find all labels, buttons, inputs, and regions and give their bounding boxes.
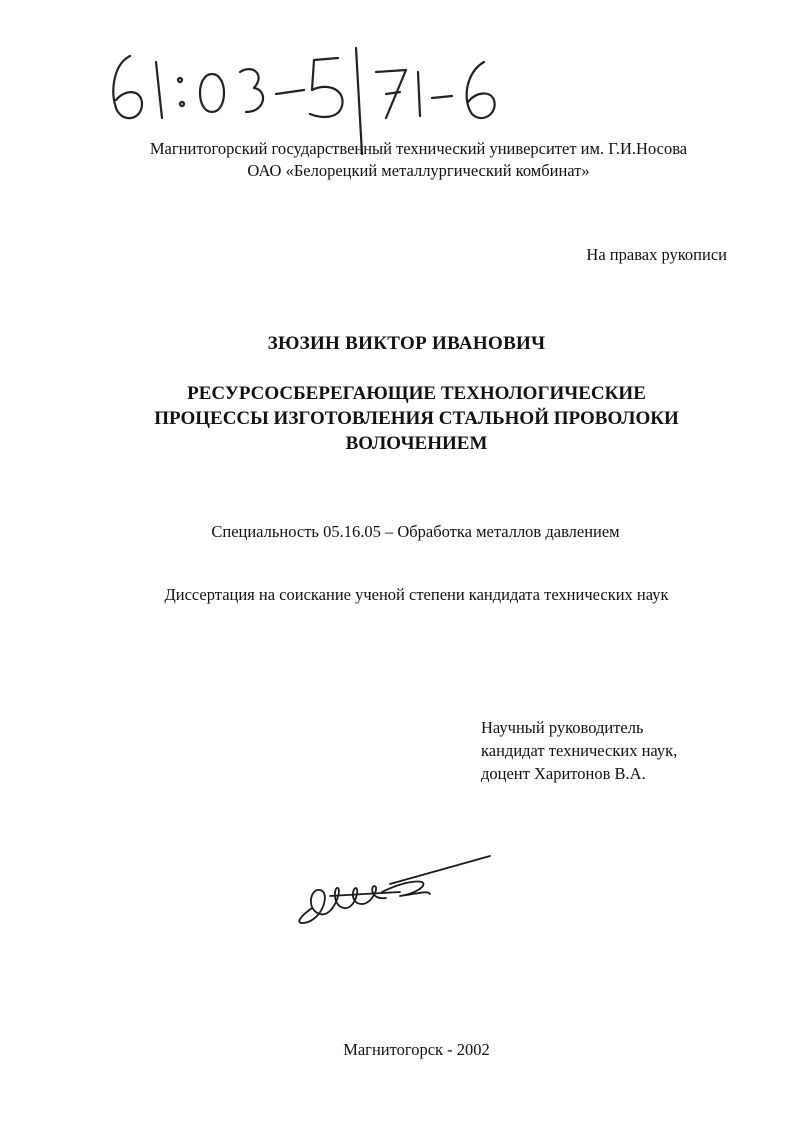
supervisor-role: Научный руководитель <box>481 718 644 737</box>
author-name: ЗЮЗИН ВИКТОР ИВАНОВИЧ <box>267 333 546 354</box>
signature-drawing <box>290 848 500 928</box>
supervisor-name: доцент Харитонов В.А. <box>481 764 646 783</box>
institution-name: Магнитогорский государственный технический университет им. Г.И.Носова <box>149 139 688 158</box>
title-line-3: ВОЛОЧЕНИЕМ <box>345 433 488 454</box>
dissertation-degree-line: Диссертация на соискание ученой степени кандидата технических наук <box>164 585 669 604</box>
handwritten-signature <box>290 848 500 928</box>
supervisor-degree: кандидат технических наук, <box>481 741 678 760</box>
company-name: ОАО «Белорецкий металлургический комбинат» <box>247 161 590 180</box>
dissertation-title <box>0 381 793 456</box>
title-line-2: ПРОЦЕССЫ ИЗГОТОВЛЕНИЯ СТАЛЬНОЙ ПРОВОЛОКИ <box>154 408 679 429</box>
supervisor-block <box>481 716 677 785</box>
title-line-1: РЕСУРСОСБЕРЕГАЮЩИЕ ТЕХНОЛОГИЧЕСКИЕ <box>187 383 646 404</box>
city-year: Магнитогорск - 2002 <box>343 1040 490 1059</box>
manuscript-rights-label: На правах рукописи <box>586 245 727 264</box>
specialty-line: Специальность 05.16.05 – Обработка металлов давлением <box>211 522 620 541</box>
